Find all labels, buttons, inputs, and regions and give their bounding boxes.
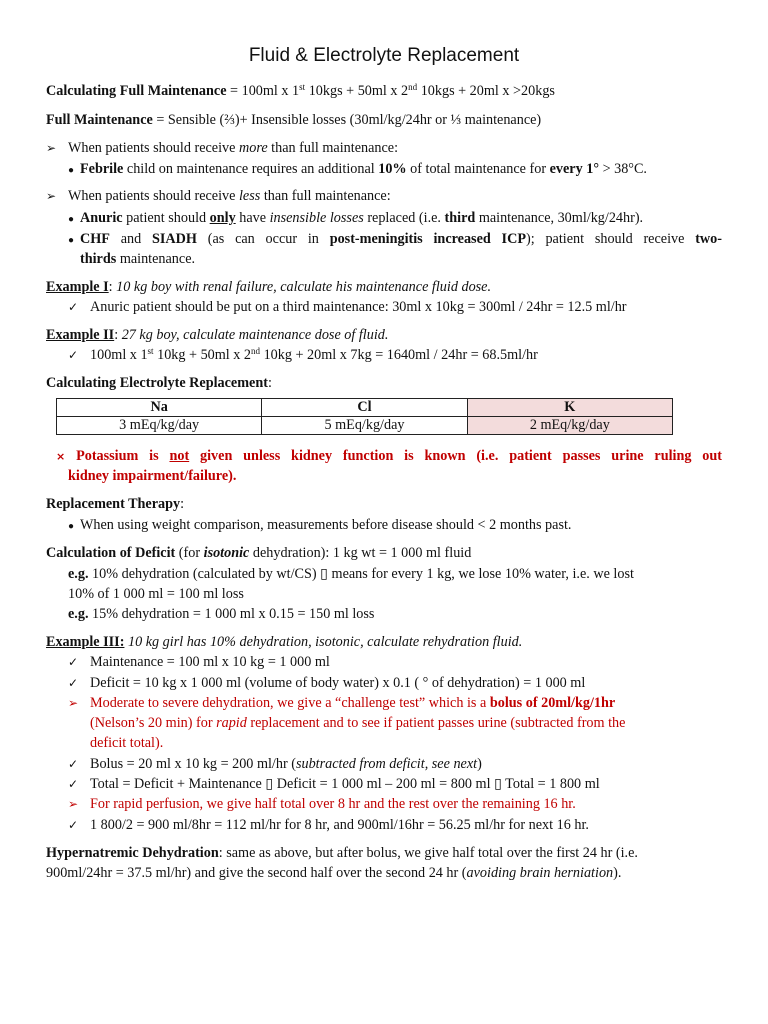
potassium-warning-cont: kidney impairment/failure). [68,468,237,484]
example-3-step-1: ✓ Maintenance = 100 ml x 10 kg = 1 000 ml [68,654,330,670]
chf-item: ● CHF and SIADH (as can occur in post-meningitis increased ICP); patient should receive two- [68,229,722,251]
example-3-step-3: ➢ Moderate to severe dehydration, we give a “challenge test” which is a bolus of 20ml/kg/1hr [68,695,616,711]
deficit-example-2: e.g. 15% dehydration = 1 000 ml x 0.15 = 150 ml loss [68,606,375,622]
full-maintenance-line: Full Maintenance = Sensible (⅔)+ Insensible losses (30ml/kg/24hr or ⅓ maintenance) [46,112,542,128]
example-3-step-4: ✓ Bolus = 20 ml x 10 kg = 200 ml/hr (subtracted from deficit, see next) [68,756,482,772]
box-glyph-icon: ▯ [494,776,502,792]
deficit-example-1-cont: 10% of 1 000 ml = 100 ml loss [68,586,244,602]
replacement-heading: Replacement Therapy: [46,496,185,512]
checkmark-icon: ✓ [68,818,79,832]
electrolyte-table [56,398,673,435]
electrolyte-heading: Calculating Electrolyte Replacement: [46,375,272,391]
table-row [57,417,673,435]
less-heading: ➢ When patients should receive less than full maintenance: [46,188,391,204]
arrow-icon: ➢ [68,696,79,710]
chf-item-cont: thirds maintenance. [80,251,196,267]
checkmark-icon: ✓ [68,348,79,362]
deficit-example-1: e.g. 10% dehydration (calculated by wt/CS) ▯ means for every 1 kg, we lose 10% water, i.e. we lost [68,566,634,582]
table-header-na: Na [57,399,262,417]
checkmark-icon: ✓ [68,676,79,690]
example-3-step-6: ➢ For rapid perfusion, we give half total over 8 hr and the rest over the remaining 16 hr. [68,796,576,812]
table-cell-na: 3 mEq/kg/day [57,417,262,435]
cross-icon: × [56,450,66,463]
bullet-icon: ● [68,521,75,532]
example-2-question: Example II: 27 kg boy, calculate maintenance dose of fluid. [46,327,389,343]
anuric-item: ● Anuric patient should only have insensible losses replaced (i.e. third maintenance, 30ml/kg/24hr). [68,208,724,230]
arrow-icon: ➢ [46,189,57,203]
example-3-step-7: ✓ 1 800/2 = 900 ml/8hr = 112 ml/hr for 8 hr, and 900ml/16hr = 56.25 ml/hr for next 16 hr. [68,817,589,833]
example-3-step-5: ✓ Total = Deficit + Maintenance ▯ Deficit = 1 000 ml – 200 ml = 800 ml ▯ Total = 1 800 ml [68,776,600,792]
potassium-warning: × Potassium is not given unless kidney function is known (i.e. patient passes urine ruling out [56,448,723,464]
page-title: Fluid & Electrolyte Replacement [248,45,520,66]
deficit-heading: Calculation of Deficit (for isotonic dehydration): 1 kg wt = 1 000 ml fluid [46,545,472,561]
checkmark-icon: ✓ [68,757,79,771]
table-cell-k: 2 mEq/kg/day [467,417,672,435]
bullet-icon: ● [68,165,75,176]
arrow-icon: ➢ [46,141,57,155]
example-3-question: Example III: 10 kg girl has 10% dehydration, isotonic, calculate rehydration fluid. [46,634,523,650]
more-heading: ➢ When patients should receive more than full maintenance: [46,140,399,156]
febrile-item: ● Febrile child on maintenance requires an additional 10% of total maintenance for every 1° > 38°C. [68,159,724,181]
table-header-row [57,399,673,417]
bullet-icon: ● [68,214,75,225]
example-1-answer: ✓ Anuric patient should be put on a third maintenance: 30ml x 10kg = 300ml / 24hr = 12.5 ml/hr [68,299,627,315]
example-1-question: Example I: 10 kg boy with renal failure, calculate his maintenance fluid dose. [46,279,492,295]
example-3-step-2: ✓ Deficit = 10 kg x 1 000 ml (volume of body water) x 0.1 ( ° of dehydration) = 1 000 ml [68,675,586,691]
replacement-item: ● When using weight comparison, measurements before disease should < 2 months past. [68,515,724,537]
box-glyph-icon: ▯ [265,776,274,792]
table-cell-cl: 5 mEq/kg/day [262,417,467,435]
calc-full-maintenance-line: Calculating Full Maintenance = 100ml x 1st 10kgs + 50ml x 2nd 10kgs + 20ml x >20kgs [46,82,555,99]
hypernatremic-line-2: 900ml/24hr = 37.5 ml/hr) and give the second half over the second 24 hr (avoiding brain herniation). [46,865,622,881]
example-2-answer: ✓ 100ml x 1st 10kg + 50ml x 2nd 10kg + 20ml x 7kg = 1640ml / 24hr = 68.5ml/hr [68,346,538,363]
example-3-step-3-end: deficit total). [90,735,164,751]
checkmark-icon: ✓ [68,777,79,791]
arrow-icon: ➢ [68,797,79,811]
table-header-cl: Cl [262,399,467,417]
table-header-k: K [467,399,672,417]
checkmark-icon: ✓ [68,655,79,669]
box-glyph-icon: ▯ [320,566,328,582]
example-3-step-3-cont: (Nelson’s 20 min) for rapid replacement and to see if patient passes urine (subtracted from the [90,715,626,731]
checkmark-icon: ✓ [68,300,79,314]
bullet-icon: ● [68,235,75,246]
hypernatremic-line-1: Hypernatremic Dehydration: same as above, but after bolus, we give half total over the first 24 hr (i.e. [46,845,638,861]
